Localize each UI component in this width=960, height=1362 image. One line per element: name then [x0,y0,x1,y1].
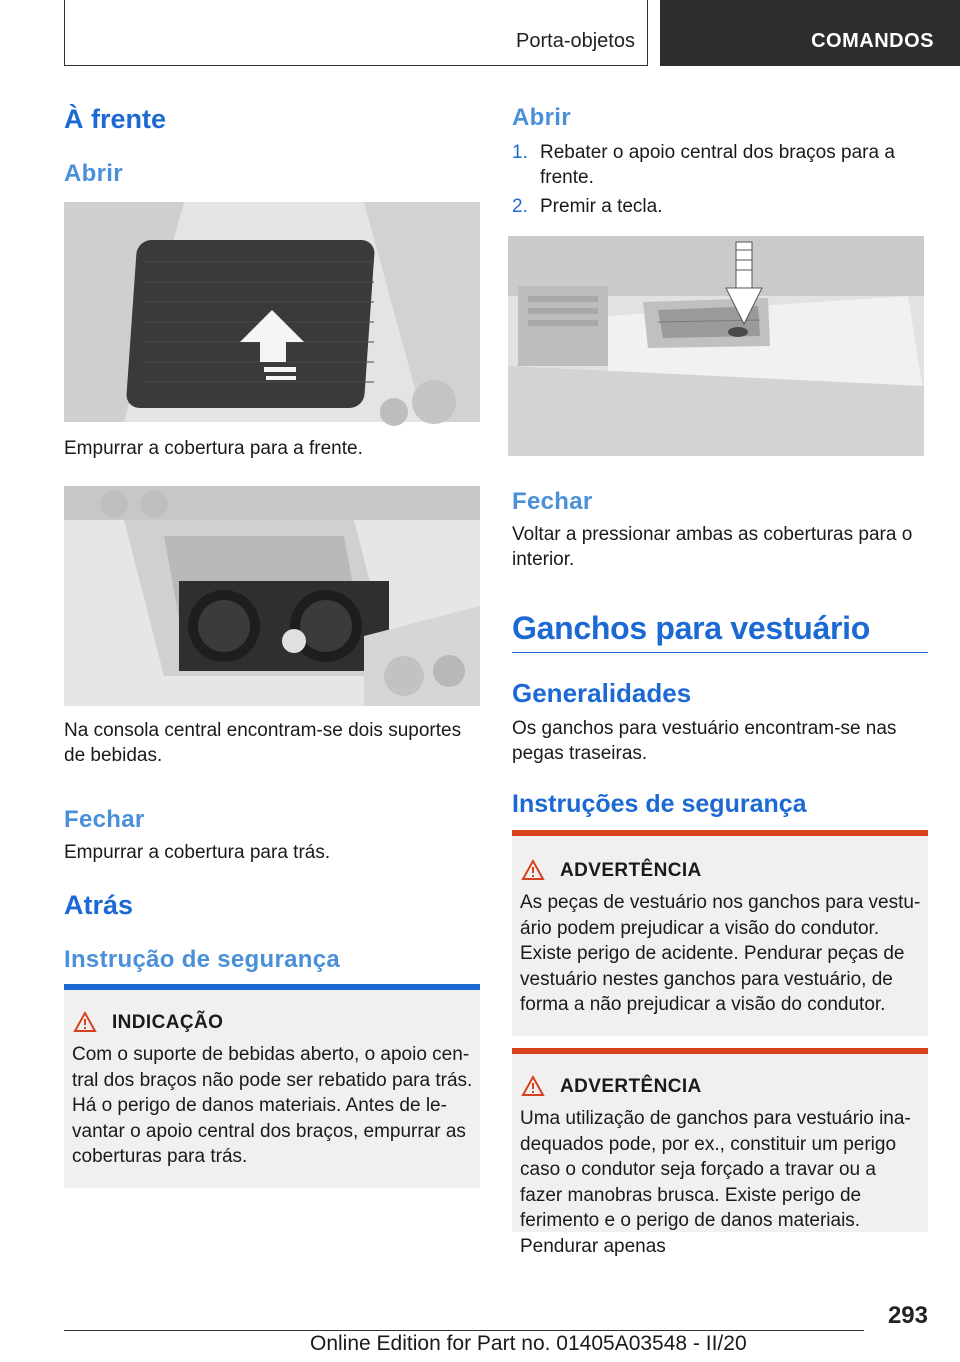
heading-open-front: Abrir [64,160,123,187]
chapter-title: COMANDOS [811,30,934,52]
warning-bar [512,1048,928,1054]
note-title: INDICAÇÃO [112,1012,224,1033]
step-text: Premir a tecla. [540,196,663,217]
heading-front: À frente [64,104,167,134]
header-section-title [64,0,648,66]
section-title: Porta-objetos [516,30,635,52]
note-body: Com o suporte de bebidas aberto, o apoio cen- tral dos braços não pode ser rebatido para trás. Há o perigo de danos materiais. Antes de le- vantar o apoio central dos braços, empurrar as coberturas para trás. [72,1044,473,1167]
step-number: 1. [512,142,528,163]
steps-list [512,140,928,223]
heading-open-back: Abrir [512,104,571,131]
step-item [512,140,928,190]
warning-box-1 [512,830,928,1036]
warning-bar [512,830,928,836]
close-text-back: Voltar a pressionar ambas as coberturas para o interior. [512,524,913,570]
warning-triangle-icon [74,1012,96,1032]
console-cover-image [64,202,480,422]
warning-triangle-icon [522,1076,544,1096]
close-text-front: Empurrar a cobertura para trás. [64,842,331,863]
warning-triangle-icon [522,860,544,880]
heading-clothes-hooks: Ganchos para vestuário [512,610,870,646]
open-text-1: Empurrar a cobertura para a frente. [64,438,363,459]
armrest-image [508,236,924,456]
heading-close-front: Fechar [64,806,145,833]
note-box [64,984,480,1188]
general-text: Os ganchos para vestuário encontram-se nas pegas traseiras. [512,718,897,764]
heading-safety-instructions: Instruções de segurança [512,790,807,818]
chapter-tab [660,0,960,66]
heading-safety-instruction: Instrução de segurança [64,946,341,973]
warning-title: ADVERTÊNCIA [560,1076,702,1097]
cup-holders-image [64,486,480,706]
footer-edition: Online Edition for Part no. 01405A03548 - II/20 [310,1332,747,1355]
step-text: Rebater o apoio central dos braços para a frente. [540,142,895,188]
warning-title: ADVERTÊNCIA [560,860,702,881]
open-text-2: Na consola central encontram-se dois suportes de bebidas. [64,720,462,766]
warning-body: Uma utilização de ganchos para vestuário ina- dequados pode, por ex., constituir um perigo caso o condutor seja forçado a travar ou a fazer manobras brusca. Existe perigo de ferimento e o perigo de danos materiais. Pendurar apenas [520,1108,911,1257]
heading-close-back: Fechar [512,488,593,515]
header-divider [64,0,65,66]
step-number: 2. [512,196,528,217]
step-item [512,194,928,219]
note-bar [64,984,480,990]
header-underline [64,65,648,66]
heading-rule [512,652,928,653]
heading-back: Atrás [64,890,134,920]
footer-rule [64,1330,864,1331]
warning-box-2 [512,1048,928,1257]
heading-general: Generalidades [512,678,692,708]
page-number: 293 [887,1302,928,1329]
warning-body: As peças de vestuário nos ganchos para vestu- ário podem prejudicar a visão do condutor. Existe perigo de acidente. Pendurar peças de vestuário nestes ganchos para vestuário, de forma a não prejudicar a visão do condutor. [520,892,921,1015]
